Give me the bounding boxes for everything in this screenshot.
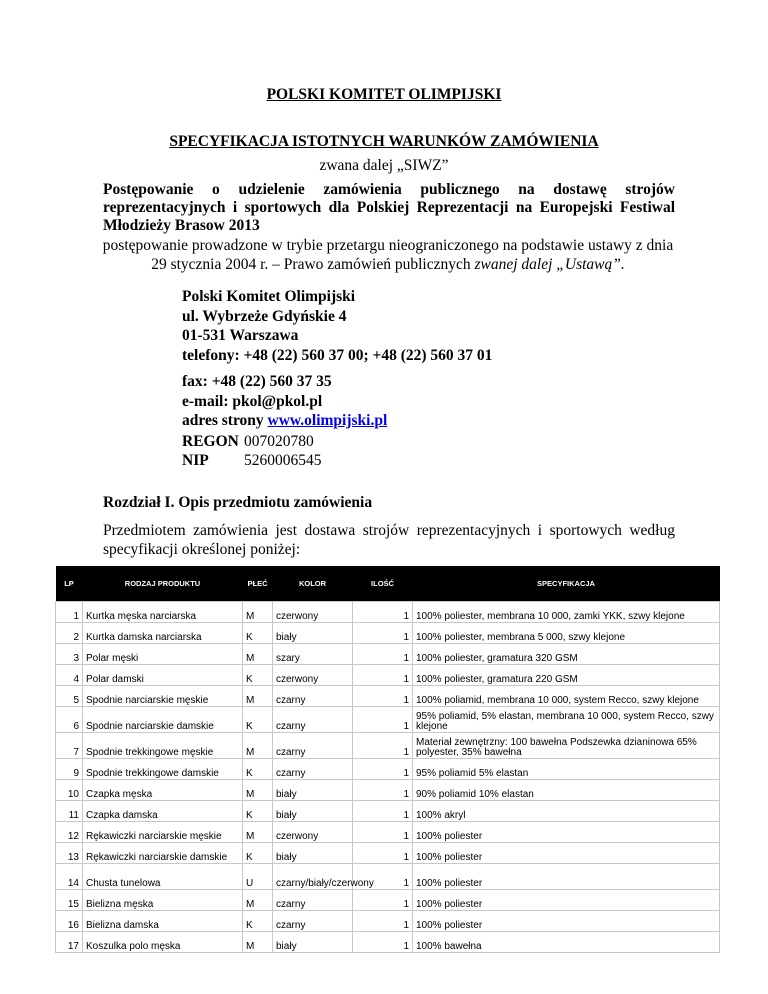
cell-spec: 100% poliester	[413, 864, 720, 890]
cell-color: czarny	[273, 759, 353, 780]
cell-lp: 2	[56, 623, 83, 644]
cell-color: biały	[273, 780, 353, 801]
cell-qty: 1	[353, 665, 413, 686]
cell-qty: 1	[353, 890, 413, 911]
mode-line-2	[98, 255, 678, 274]
cell-qty: 1	[353, 707, 413, 733]
cell-qty: 1	[353, 644, 413, 665]
cell-qty: 1	[353, 932, 413, 953]
cell-spec: 100% poliester	[413, 911, 720, 932]
cell-color: czerwony	[273, 602, 353, 623]
table-row	[56, 843, 720, 864]
cell-lp: 6	[56, 707, 83, 733]
cell-product: Rękawiczki narciarskie męskie	[83, 822, 243, 843]
cell-product: Polar damski	[83, 665, 243, 686]
cell-spec: 90% poliamid 10% elastan	[413, 780, 720, 801]
table-row	[56, 864, 720, 890]
table-row	[56, 602, 720, 623]
table-row	[56, 890, 720, 911]
table-header-row	[56, 566, 720, 602]
cell-color: czarny	[273, 686, 353, 707]
cell-qty: 1	[353, 733, 413, 759]
cell-spec: 95% poliamid 5% elastan	[413, 759, 720, 780]
header-product: RODZAJ PRODUKTU	[83, 566, 243, 602]
cell-sex: M	[243, 780, 273, 801]
cell-lp: 16	[56, 911, 83, 932]
cell-product: Czapka damska	[83, 801, 243, 822]
cell-spec: 100% poliamid, membrana 10 000, system Recco, szwy klejone	[413, 686, 720, 707]
cell-qty: 1	[353, 780, 413, 801]
cell-product: Rękawiczki narciarskie damskie	[83, 843, 243, 864]
cell-color: czerwony	[273, 665, 353, 686]
cell-color: biały	[273, 801, 353, 822]
header-sex: PŁEĆ	[243, 566, 273, 602]
cell-spec: 100% poliester	[413, 822, 720, 843]
cell-spec: 100% poliester, gramatura 220 GSM	[413, 665, 720, 686]
cell-color: czarny	[273, 911, 353, 932]
cell-lp: 17	[56, 932, 83, 953]
procedure-line-3: Młodzieży Brasow 2013	[103, 217, 260, 234]
header-lp: LP	[56, 566, 83, 602]
cell-lp: 7	[56, 733, 83, 759]
cell-product: Spodnie trekkingowe damskie	[83, 759, 243, 780]
cell-qty: 1	[353, 864, 413, 890]
intro-line-2: specyfikacji określonej poniżej:	[103, 541, 301, 558]
procedure-line-2: reprezentacyjnych i sportowych dla Polskiej Reprezentacji na Europejski Festiwal	[103, 199, 675, 216]
mode-line-2-text: 29 stycznia 2004 r. – Prawo zamówień publicznych	[151, 256, 471, 273]
cell-product: Bielizna damska	[83, 911, 243, 932]
street: ul. Wybrzeże Gdyńskie 4	[182, 307, 347, 325]
cell-product: Czapka męska	[83, 780, 243, 801]
header-spec: SPECYFIKACJA	[413, 566, 720, 602]
table-row	[56, 623, 720, 644]
cell-sex: M	[243, 602, 273, 623]
website-link[interactable]: www.olimpijski.pl	[267, 412, 388, 429]
cell-product: Kurtka damska narciarska	[83, 623, 243, 644]
table-row	[56, 801, 720, 822]
cell-lp: 15	[56, 890, 83, 911]
nip-value: 5260006545	[244, 452, 322, 469]
cell-sex: K	[243, 801, 273, 822]
cell-sex: K	[243, 843, 273, 864]
org-heading: POLSKI KOMITET OLIMPIJSKI	[266, 86, 502, 103]
cell-spec: Materiał zewnętrzny: 100 bawełna Podszewka dzianinowa 65% polyester, 35% bawełna	[413, 733, 720, 759]
cell-qty: 1	[353, 911, 413, 932]
cell-qty: 1	[353, 759, 413, 780]
cell-sex: M	[243, 822, 273, 843]
cell-sex: M	[243, 932, 273, 953]
cell-spec: 100% bawełna	[413, 932, 720, 953]
cell-lp: 13	[56, 843, 83, 864]
cell-product: Chusta tunelowa	[83, 864, 243, 890]
cell-sex: M	[243, 890, 273, 911]
header-qty: ILOŚĆ	[353, 566, 413, 602]
cell-lp: 4	[56, 665, 83, 686]
cell-qty: 1	[353, 843, 413, 864]
table-row	[56, 911, 720, 932]
cell-qty: 1	[353, 602, 413, 623]
cell-qty: 1	[353, 801, 413, 822]
cell-qty: 1	[353, 686, 413, 707]
cell-sex: K	[243, 911, 273, 932]
table-row	[56, 780, 720, 801]
table-row	[56, 733, 720, 759]
cell-lp: 14	[56, 864, 83, 890]
cell-product: Koszulka polo męska	[83, 932, 243, 953]
table-row	[56, 665, 720, 686]
cell-product: Spodnie trekkingowe męskie	[83, 733, 243, 759]
table-row	[56, 707, 720, 733]
cell-sex: M	[243, 733, 273, 759]
section-intro	[103, 521, 675, 559]
city: 01-531 Warszawa	[182, 327, 299, 344]
cell-lp: 11	[56, 801, 83, 822]
regon-value: 007020780	[244, 433, 314, 450]
cell-product: Bielizna męska	[83, 890, 243, 911]
table-row	[56, 759, 720, 780]
mode-line-2-italic: zwanej dalej „Ustawą”.	[474, 256, 625, 273]
cell-product: Spodnie narciarskie męskie	[83, 686, 243, 707]
website-line	[182, 411, 387, 431]
cell-lp: 3	[56, 644, 83, 665]
fax: fax: +48 (22) 560 37 35	[182, 373, 332, 390]
header-color: KOLOR	[273, 566, 353, 602]
cell-sex: K	[243, 665, 273, 686]
nip-label: NIP	[182, 452, 209, 469]
address-block	[182, 287, 492, 365]
cell-color: czarny/biały/czerwony	[273, 864, 353, 890]
cell-lp: 10	[56, 780, 83, 801]
spec-table	[55, 566, 720, 953]
mode-line-1: postępowanie prowadzone w trybie przetargu nieograniczonego na podstawie ustawy z dnia	[102, 237, 674, 254]
cell-product: Spodnie narciarskie damskie	[83, 707, 243, 733]
org-name: Polski Komitet Olimpijski	[182, 288, 356, 305]
cell-lp: 12	[56, 822, 83, 843]
cell-sex: M	[243, 644, 273, 665]
cell-lp: 9	[56, 759, 83, 780]
cell-lp: 5	[56, 686, 83, 707]
cell-spec: 100% akryl	[413, 801, 720, 822]
cell-color: biały	[273, 623, 353, 644]
cell-product: Polar męski	[83, 644, 243, 665]
cell-sex: M	[243, 686, 273, 707]
cell-spec: 95% poliamid, 5% elastan, membrana 10 000, system Recco, szwy klejone	[413, 707, 720, 733]
cell-spec: 100% poliester, gramatura 320 GSM	[413, 644, 720, 665]
section-title: Rozdział I. Opis przedmiotu zamówienia	[103, 494, 373, 511]
intro-line-1: Przedmiotem zamówienia jest dostawa strojów reprezentacyjnych i sportowych według	[103, 522, 675, 539]
table-row	[56, 644, 720, 665]
table-row	[56, 822, 720, 843]
cell-sex: K	[243, 623, 273, 644]
cell-qty: 1	[353, 623, 413, 644]
cell-sex: K	[243, 707, 273, 733]
regon-label: REGON	[182, 433, 239, 450]
nip-row	[182, 451, 322, 470]
cell-lp: 1	[56, 602, 83, 623]
email: e-mail: pkol@pkol.pl	[182, 392, 323, 410]
table-row	[56, 932, 720, 953]
cell-color: biały	[273, 843, 353, 864]
cell-color: biały	[273, 932, 353, 953]
cell-qty: 1	[353, 822, 413, 843]
cell-spec: 100% poliester, membrana 10 000, zamki YKK, szwy klejone	[413, 602, 720, 623]
cell-spec: 100% poliester	[413, 843, 720, 864]
table-row	[56, 686, 720, 707]
cell-color: czarny	[273, 733, 353, 759]
cell-color: czarny	[273, 707, 353, 733]
procedure-line-1: Postępowanie o udzielenie zamówienia publicznego na dostawę strojów	[103, 181, 675, 198]
procedure-title	[103, 181, 675, 235]
doc-alias: zwana dalej „SIWZ”	[319, 157, 449, 174]
cell-sex: K	[243, 759, 273, 780]
cell-color: czerwony	[273, 822, 353, 843]
cell-product: Kurtka męska narciarska	[83, 602, 243, 623]
ids-block	[182, 432, 322, 470]
phones: telefony: +48 (22) 560 37 00; +48 (22) 560 37 01	[182, 346, 493, 364]
procedure-mode	[98, 236, 678, 274]
cell-color: szary	[273, 644, 353, 665]
cell-color: czarny	[273, 890, 353, 911]
cell-spec: 100% poliester, membrana 5 000, szwy klejone	[413, 623, 720, 644]
cell-sex: U	[243, 864, 273, 890]
website-label: adres strony	[182, 412, 264, 429]
doc-title: SPECYFIKACJA ISTOTNYCH WARUNKÓW ZAMÓWIENIA	[169, 133, 599, 150]
cell-spec: 100% poliester	[413, 890, 720, 911]
regon-row	[182, 432, 322, 451]
contact-block	[182, 372, 387, 431]
